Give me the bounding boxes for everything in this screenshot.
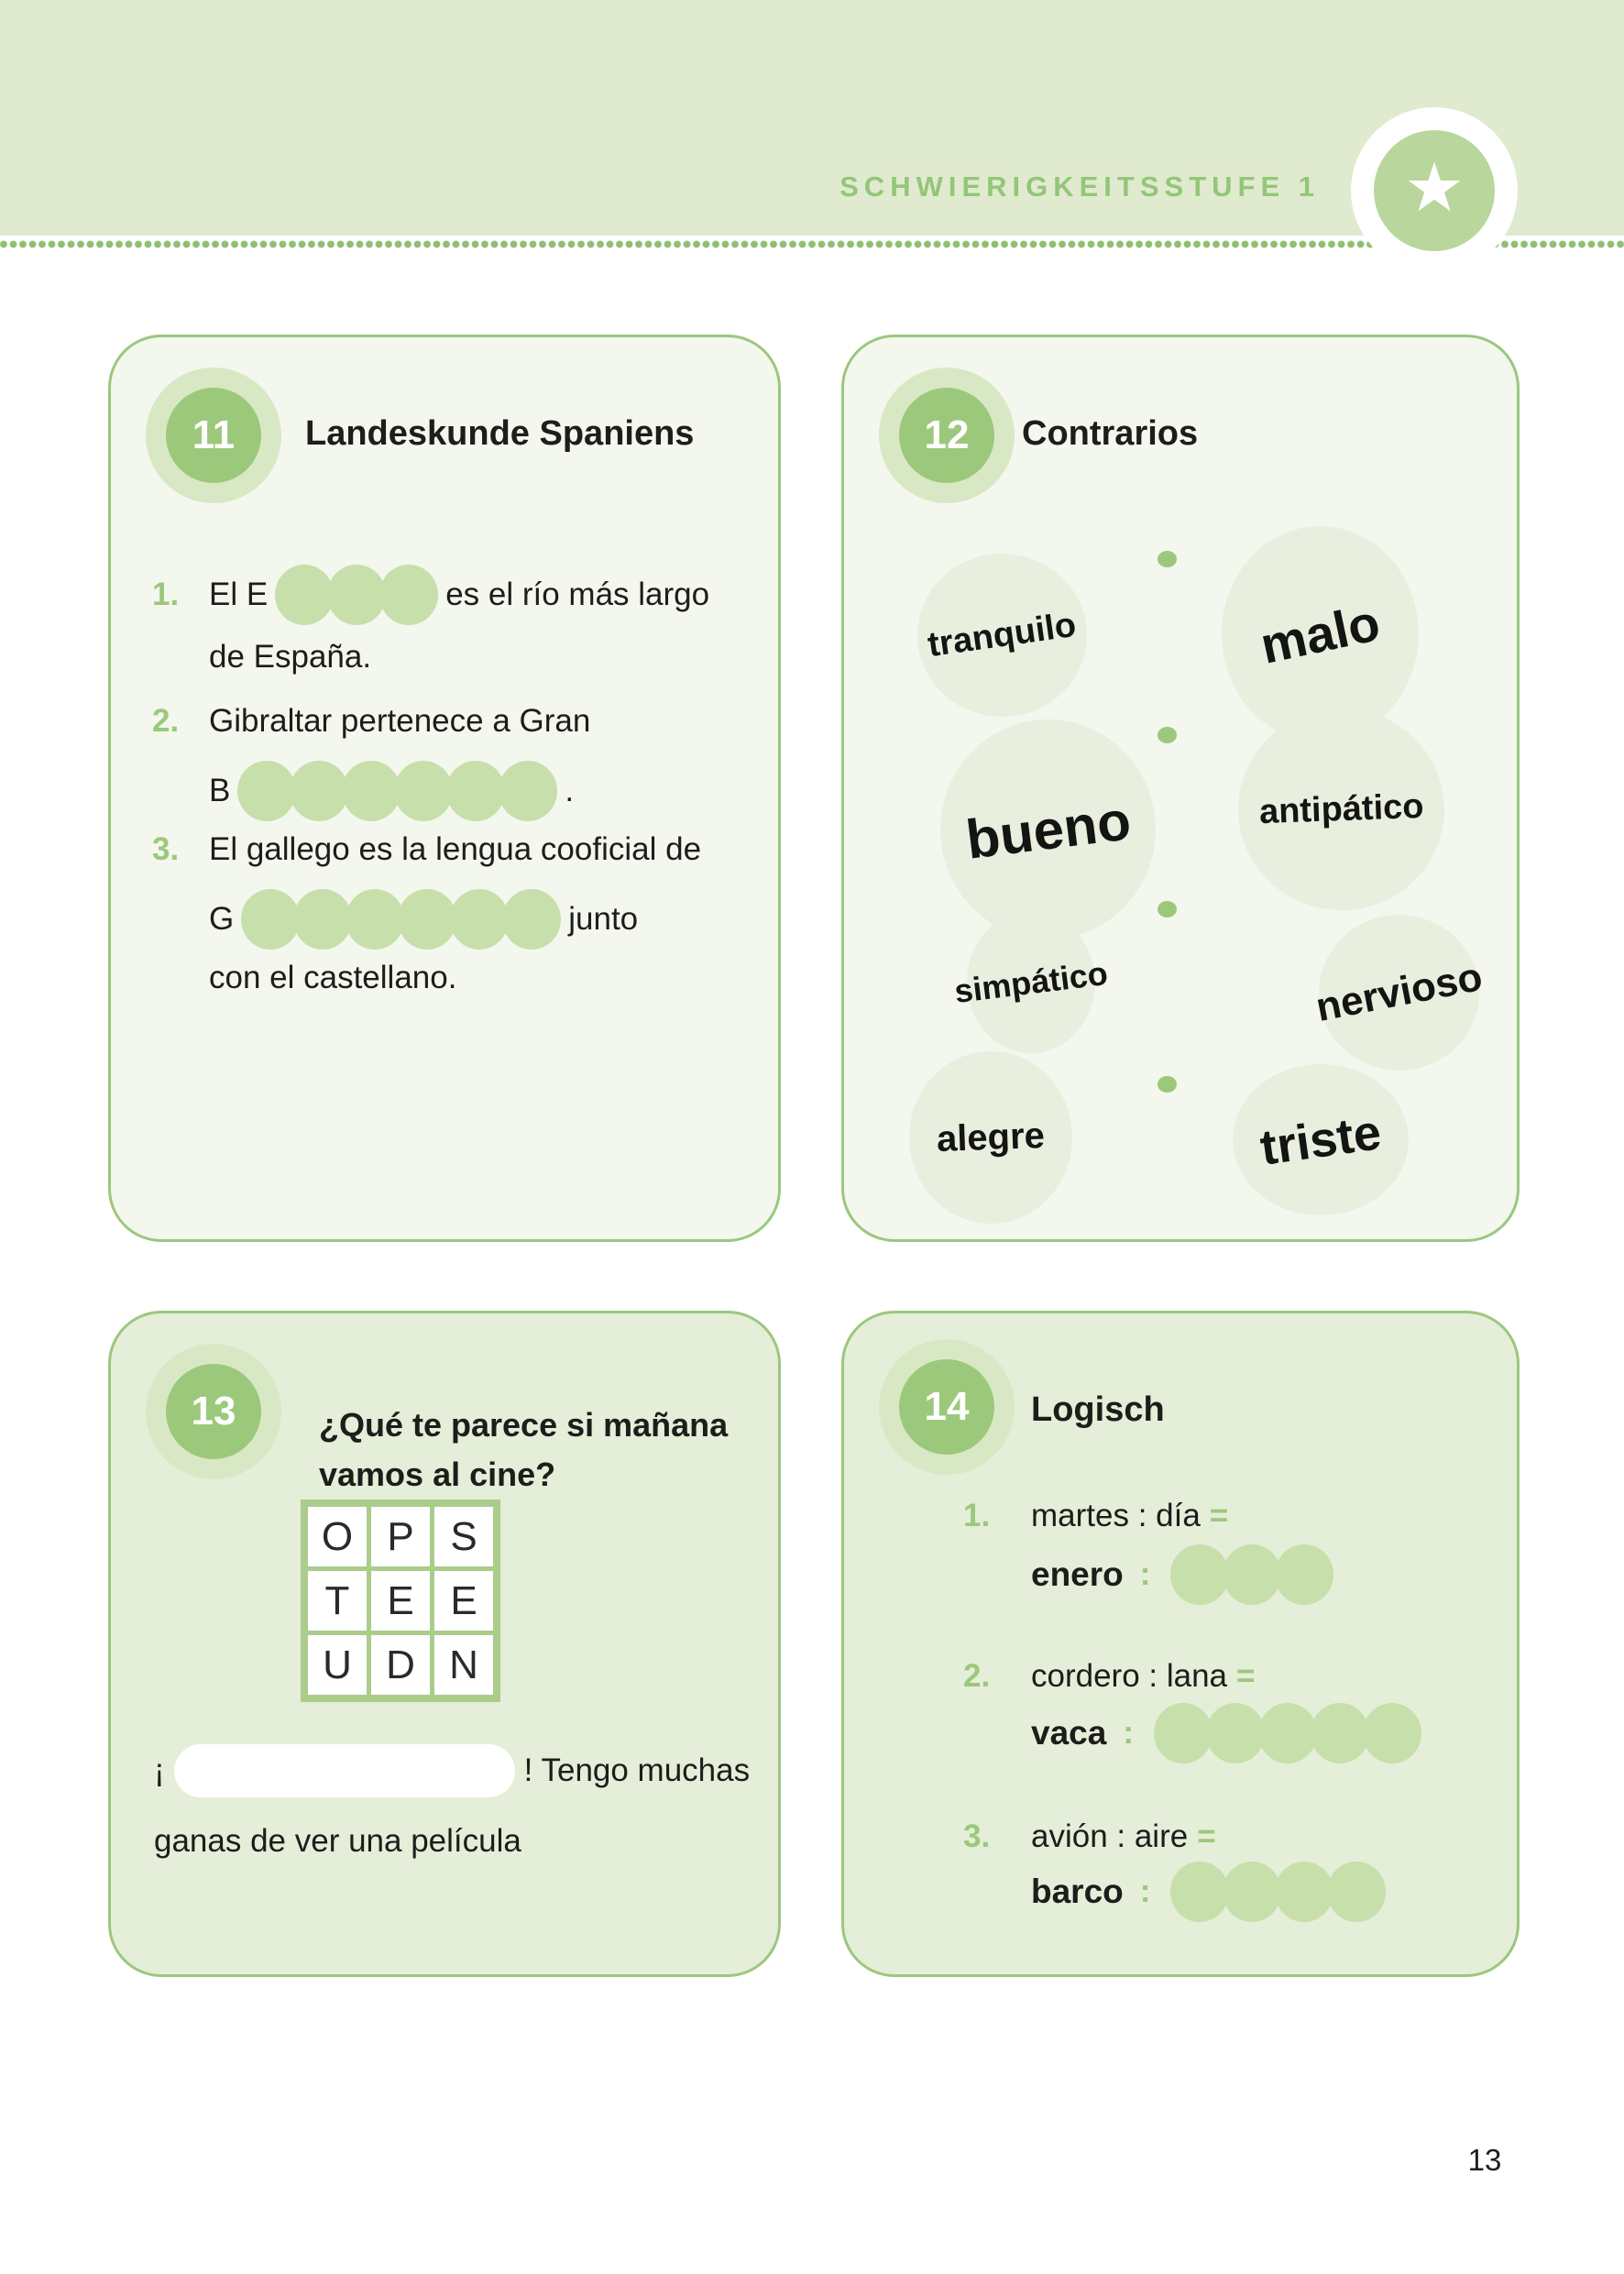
letter-blank bbox=[1170, 1862, 1229, 1922]
match-word-right bbox=[1311, 915, 1487, 1071]
letter-blank bbox=[394, 761, 453, 821]
match-dot bbox=[1158, 727, 1177, 743]
item-1-analogy bbox=[963, 1497, 1228, 1535]
letter-blank bbox=[1275, 1862, 1333, 1922]
letter-blank bbox=[379, 565, 438, 625]
item-text: G bbox=[209, 901, 235, 937]
letter-blank-slots bbox=[1154, 1703, 1421, 1763]
letter-blank bbox=[1363, 1703, 1421, 1763]
letter-blank bbox=[446, 761, 505, 821]
letter-blank bbox=[1223, 1862, 1281, 1922]
letter-blank-slots bbox=[1170, 1862, 1386, 1922]
item-number: 2. bbox=[152, 703, 180, 739]
title-line-1: ¿Qué te parece si mañana bbox=[319, 1406, 729, 1444]
word-label: alegre bbox=[936, 1115, 1046, 1159]
exercise-card-13 bbox=[108, 1311, 781, 1977]
match-word-left bbox=[952, 911, 1110, 1053]
item-3-line-3 bbox=[152, 959, 456, 997]
item-3-line-2 bbox=[152, 889, 638, 950]
colon-sign: : bbox=[1139, 1556, 1151, 1592]
item-number: 1. bbox=[152, 577, 180, 612]
letter-blank bbox=[275, 565, 334, 625]
item-text: El E bbox=[209, 577, 269, 612]
star-icon: ★ bbox=[1403, 149, 1465, 225]
item-1-line-1 bbox=[152, 565, 709, 625]
analogy-text: cordero : lana bbox=[1031, 1658, 1228, 1694]
item-1-answer bbox=[1031, 1544, 1341, 1605]
answer-word: vaca bbox=[1031, 1713, 1107, 1752]
letter-blank bbox=[1170, 1544, 1229, 1605]
exercise-number-badge bbox=[879, 1339, 1015, 1475]
letter-blank-slots bbox=[275, 565, 438, 625]
item-3-answer bbox=[1031, 1862, 1393, 1922]
exercise-number-circle bbox=[166, 1364, 261, 1459]
analogy-text: martes : día bbox=[1031, 1498, 1201, 1533]
letter-blank bbox=[293, 889, 352, 950]
match-word-left bbox=[940, 720, 1156, 939]
letter-blank bbox=[241, 889, 300, 950]
exercise-number: 11 bbox=[192, 412, 236, 457]
word-label: tranquilo bbox=[926, 605, 1079, 665]
letter-blank bbox=[346, 889, 404, 950]
exercise-number-circle bbox=[166, 388, 261, 483]
item-2-line-1 bbox=[152, 702, 590, 741]
letter-blank bbox=[1327, 1862, 1386, 1922]
word-label: triste bbox=[1256, 1104, 1385, 1176]
exercise-number: 14 bbox=[924, 1384, 970, 1429]
item-1-line-2 bbox=[152, 638, 371, 676]
item-3-analogy bbox=[963, 1818, 1216, 1856]
word-label: nervioso bbox=[1311, 953, 1487, 1031]
match-word-right bbox=[1222, 526, 1419, 742]
letter-blank bbox=[1154, 1703, 1213, 1763]
grid-cell: P bbox=[371, 1507, 430, 1566]
grid-cell: O bbox=[308, 1507, 367, 1566]
letter-blank bbox=[499, 761, 557, 821]
letter-blank bbox=[1275, 1544, 1333, 1605]
exercise-title: Landeskunde Spaniens bbox=[305, 414, 695, 453]
letter-blank bbox=[1311, 1703, 1369, 1763]
item-text: El gallego es la lengua cooficial de bbox=[209, 831, 702, 867]
sentence-text: ganas de ver una película bbox=[154, 1823, 521, 1859]
item-text: con el castellano. bbox=[209, 960, 457, 995]
match-word-right bbox=[1238, 709, 1444, 910]
letter-blank bbox=[237, 761, 296, 821]
equals-sign: = bbox=[1236, 1658, 1256, 1694]
item-text: de España. bbox=[209, 639, 372, 675]
letter-grid bbox=[301, 1500, 500, 1702]
exercise-number: 12 bbox=[924, 412, 970, 457]
sentence-after-blank: ! Tengo muchas bbox=[523, 1752, 751, 1788]
item-number: 2. bbox=[963, 1658, 991, 1694]
item-number: 3. bbox=[152, 831, 180, 867]
exercise-number-circle bbox=[899, 1359, 994, 1455]
equals-sign: = bbox=[1197, 1818, 1216, 1854]
match-dot bbox=[1158, 901, 1177, 917]
item-3-line-1 bbox=[152, 830, 701, 869]
letter-blank bbox=[502, 889, 561, 950]
item-number: 3. bbox=[963, 1818, 991, 1854]
sentence-open: ¡ bbox=[154, 1752, 165, 1788]
item-number: 1. bbox=[963, 1498, 991, 1533]
exercise-number-badge bbox=[146, 368, 281, 503]
item-2-analogy bbox=[963, 1657, 1255, 1696]
difficulty-star-badge bbox=[1351, 107, 1518, 274]
exercise-number-badge bbox=[146, 1344, 281, 1479]
grid-cell: T bbox=[308, 1571, 367, 1631]
grid-cell: S bbox=[434, 1507, 493, 1566]
item-text: junto bbox=[568, 901, 639, 937]
letter-blank-slots bbox=[1170, 1544, 1333, 1605]
title-line-2: vamos al cine? bbox=[319, 1456, 556, 1493]
star-badge-circle bbox=[1374, 130, 1495, 251]
letter-blank bbox=[342, 761, 401, 821]
letter-blank bbox=[450, 889, 509, 950]
match-word-left bbox=[917, 554, 1087, 717]
letter-blank bbox=[327, 565, 386, 625]
item-text: B bbox=[209, 773, 231, 808]
letter-blank bbox=[290, 761, 348, 821]
difficulty-level-label: SCHWIERIGKEITSSTUFE 1 bbox=[839, 170, 1320, 203]
exercise-card-12 bbox=[841, 335, 1520, 1242]
letter-blank bbox=[1206, 1703, 1265, 1763]
equals-sign: = bbox=[1209, 1498, 1229, 1533]
match-dot bbox=[1158, 1076, 1177, 1093]
letter-blank bbox=[1223, 1544, 1281, 1605]
item-text: es el río más largo bbox=[445, 577, 710, 612]
letter-blank-slots bbox=[237, 761, 557, 821]
answer-word: barco bbox=[1031, 1872, 1124, 1910]
sentence-line-1 bbox=[154, 1744, 750, 1797]
item-text: Gibraltar pertenece a Gran bbox=[209, 703, 591, 739]
exercise-number-badge bbox=[879, 368, 1015, 503]
letter-blank-slots bbox=[241, 889, 561, 950]
grid-cell: N bbox=[434, 1635, 493, 1695]
match-word-left bbox=[909, 1051, 1072, 1224]
grid-cell: U bbox=[308, 1635, 367, 1695]
exercise-card-14 bbox=[841, 1311, 1520, 1977]
match-dot bbox=[1158, 551, 1177, 567]
exercise-number-circle bbox=[899, 388, 994, 483]
exercise-title bbox=[319, 1401, 728, 1500]
item-2-line-2 bbox=[152, 761, 574, 821]
grid-cell: D bbox=[371, 1635, 430, 1695]
word-label: malo bbox=[1256, 593, 1385, 675]
colon-sign: : bbox=[1139, 1873, 1151, 1909]
word-label: bueno bbox=[962, 788, 1134, 871]
answer-blank bbox=[174, 1744, 515, 1797]
letter-blank bbox=[398, 889, 456, 950]
word-label: simpático bbox=[952, 953, 1110, 1010]
exercise-card-11 bbox=[108, 335, 781, 1242]
page-number: 13 bbox=[1467, 2143, 1502, 2177]
exercise-title: Contrarios bbox=[1022, 414, 1199, 453]
item-2-answer bbox=[1031, 1703, 1429, 1763]
letter-blank bbox=[1258, 1703, 1317, 1763]
grid-cell: E bbox=[371, 1571, 430, 1631]
grid-cell: E bbox=[434, 1571, 493, 1631]
match-word-right bbox=[1233, 1064, 1409, 1215]
answer-word: enero bbox=[1031, 1554, 1124, 1593]
sentence-line-2 bbox=[154, 1822, 521, 1861]
analogy-text: avión : aire bbox=[1031, 1818, 1189, 1854]
word-label: antipático bbox=[1258, 786, 1424, 831]
exercise-title: Logisch bbox=[1031, 1390, 1165, 1429]
colon-sign: : bbox=[1123, 1715, 1134, 1751]
exercise-number: 13 bbox=[191, 1389, 236, 1434]
item-text: . bbox=[565, 773, 575, 808]
